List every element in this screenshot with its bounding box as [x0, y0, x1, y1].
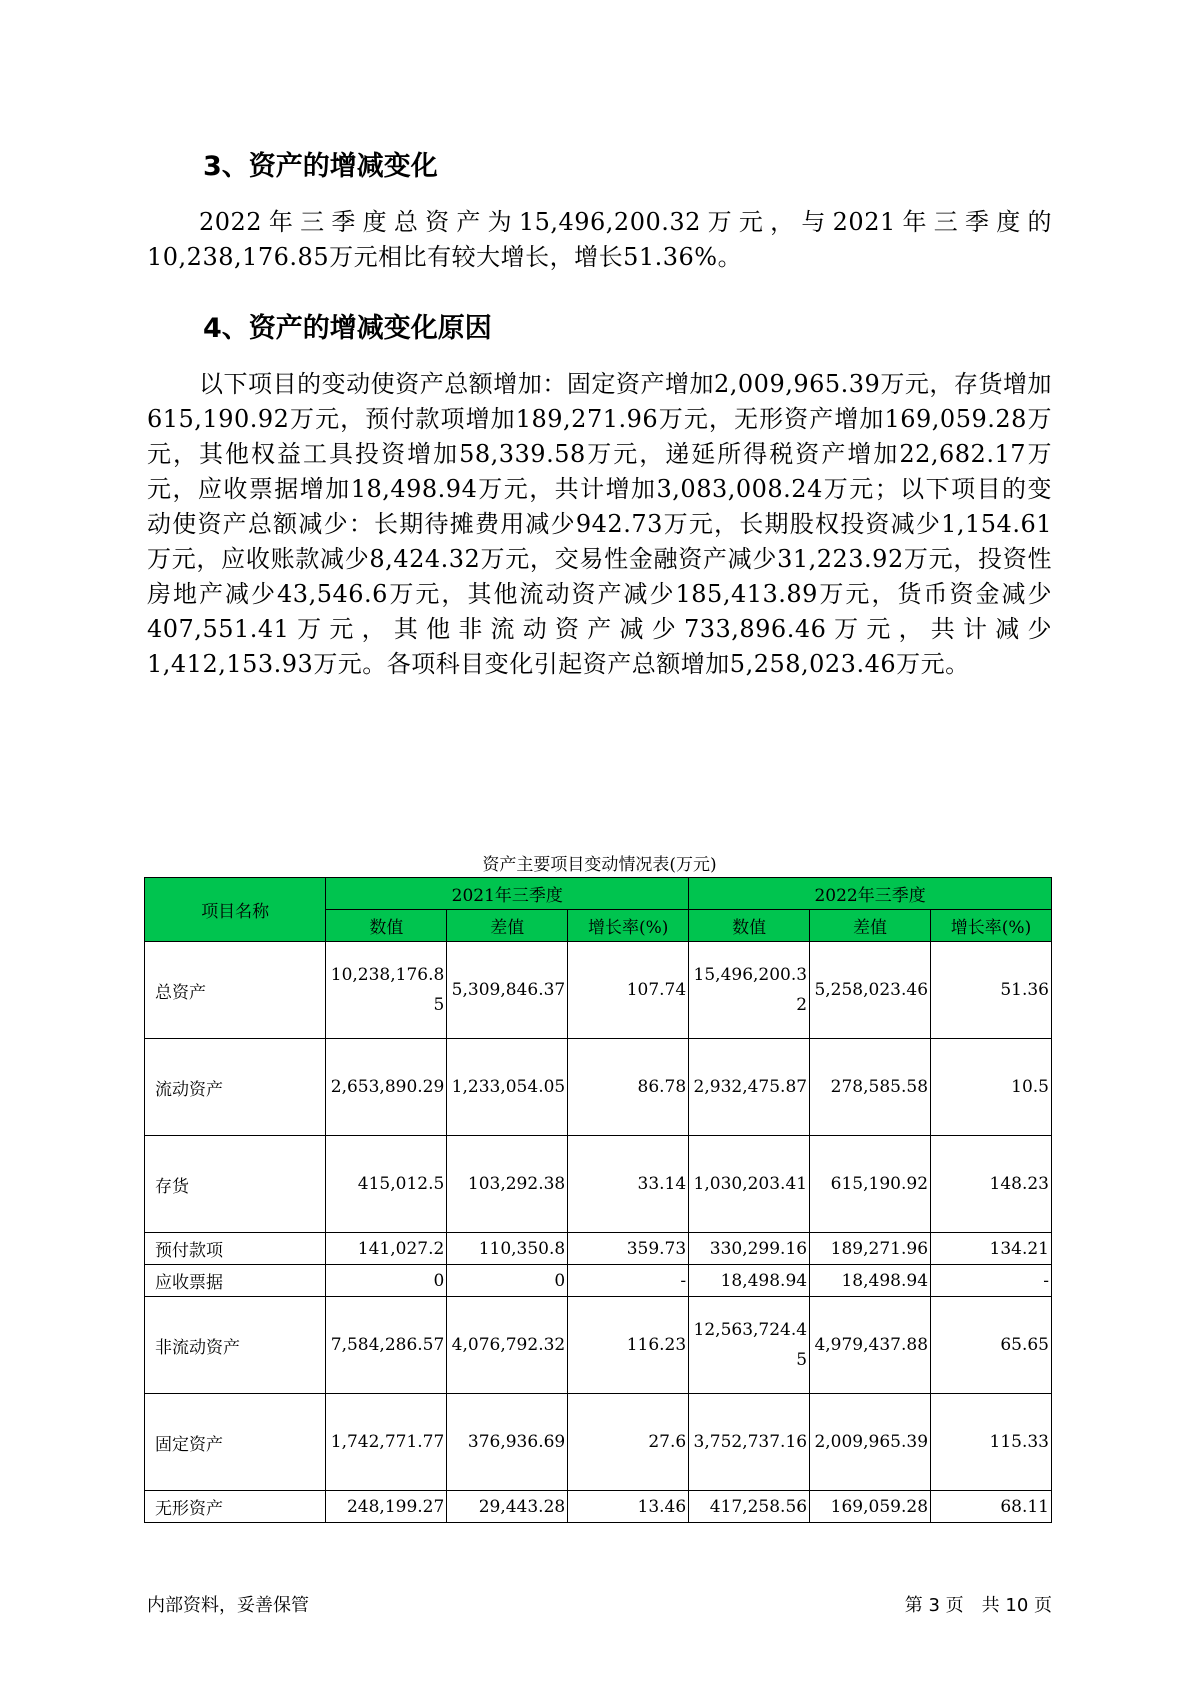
cell-rate-2022: 115.33 [931, 1394, 1052, 1491]
cell-diff-2021: 5,309,846.37 [447, 942, 568, 1039]
row-name: 非流动资产 [145, 1297, 326, 1394]
cell-rate-2022: 134.21 [931, 1233, 1052, 1265]
cell-value-2021: 141,027.2 [326, 1233, 447, 1265]
cell-value-2022: 330,299.16 [689, 1233, 810, 1265]
cell-diff-2022: 2,009,965.39 [810, 1394, 931, 1491]
cell-rate-2021: 27.6 [568, 1394, 689, 1491]
cell-rate-2021: - [568, 1265, 689, 1297]
cell-value-2021: 415,012.5 [326, 1136, 447, 1233]
row-name: 应收票据 [145, 1265, 326, 1297]
cell-rate-2021: 116.23 [568, 1297, 689, 1394]
cell-diff-2022: 4,979,437.88 [810, 1297, 931, 1394]
cell-diff-2021: 110,350.8 [447, 1233, 568, 1265]
cell-rate-2021: 359.73 [568, 1233, 689, 1265]
cell-value-2022: 3,752,737.16 [689, 1394, 810, 1491]
cell-value-2021: 0 [326, 1265, 447, 1297]
cell-rate-2022: - [931, 1265, 1052, 1297]
header-rate: 增长率(%) [931, 910, 1052, 942]
header-item-name: 项目名称 [145, 878, 326, 942]
cell-value-2022: 2,932,475.87 [689, 1039, 810, 1136]
cell-value-2021: 2,653,890.29 [326, 1039, 447, 1136]
section-heading: 4、资产的增减变化原因 [203, 313, 492, 344]
header-period-2022: 2022年三季度 [689, 878, 1052, 910]
cell-diff-2021: 103,292.38 [447, 1136, 568, 1233]
table-row [145, 942, 1052, 1039]
footer-page-number: 第 3 页 共 10 页 [904, 1595, 1052, 1616]
cell-diff-2021: 29,443.28 [447, 1491, 568, 1523]
cell-diff-2022: 169,059.28 [810, 1491, 931, 1523]
header-diff: 差值 [810, 910, 931, 942]
section-paragraph: 以下项目的变动使资产总额增加：固定资产增加2,009,965.39万元，存货增加615,190.92万元，预付款项增加189,271.96万元，无形资产增加169,059.28万元，其他权益工具投资增加58,339.58万元，递延所得税资产增加22,682.17万元，应收票据增加18,498.94万元，共计增加3,083,008.24万元；以下项目的变动使资产总额减少：长期待摊费用减少942.73万元，长期股权投资减少1,154.61万元，应收账款减少8,424.32万元，交易性金融资产减少31,223.92万元，投资性房地产减少43,546.6万元，其他流动资产减少185,413.89万元，货币资金减少407,551.41万元，其他非流动资产减少733,896.46万元，共计减少1,412,153.93万元。各项科目变化引起资产总额增加5,258,023.46万元。 [147, 370, 1052, 678]
cell-value-2021: 248,199.27 [326, 1491, 447, 1523]
cell-diff-2021: 1,233,054.05 [447, 1039, 568, 1136]
footer-confidential-note: 内部资料，妥善保管 [147, 1595, 309, 1616]
cell-value-2022: 417,258.56 [689, 1491, 810, 1523]
cell-value-2022: 15,496,200.32 [689, 942, 810, 1039]
table-row [145, 1394, 1052, 1491]
cell-rate-2021: 33.14 [568, 1136, 689, 1233]
row-name: 固定资产 [145, 1394, 326, 1491]
cell-rate-2022: 51.36 [931, 942, 1052, 1039]
cell-diff-2021: 4,076,792.32 [447, 1297, 568, 1394]
cell-rate-2021: 86.78 [568, 1039, 689, 1136]
cell-diff-2022: 615,190.92 [810, 1136, 931, 1233]
header-rate: 增长率(%) [568, 910, 689, 942]
cell-rate-2022: 65.65 [931, 1297, 1052, 1394]
cell-diff-2022: 278,585.58 [810, 1039, 931, 1136]
header-diff: 差值 [447, 910, 568, 942]
cell-value-2022: 18,498.94 [689, 1265, 810, 1297]
header-period-2021: 2021年三季度 [326, 878, 689, 910]
cell-rate-2021: 13.46 [568, 1491, 689, 1523]
section-heading: 3、资产的增减变化 [203, 151, 438, 182]
cell-diff-2022: 189,271.96 [810, 1233, 931, 1265]
section-paragraph: 2022年三季度总资产为15,496,200.32万元，与2021年三季度的10,238,176.85万元相比有较大增长，增长51.36%。 [147, 208, 1052, 271]
cell-value-2021: 10,238,176.85 [326, 942, 447, 1039]
cell-diff-2021: 0 [447, 1265, 568, 1297]
table-row [145, 1136, 1052, 1233]
row-name: 无形资产 [145, 1491, 326, 1523]
header-value: 数值 [326, 910, 447, 942]
asset-change-table [144, 877, 1052, 1523]
row-name: 流动资产 [145, 1039, 326, 1136]
cell-diff-2021: 376,936.69 [447, 1394, 568, 1491]
table-row [145, 1491, 1052, 1523]
cell-rate-2021: 107.74 [568, 942, 689, 1039]
row-name: 预付款项 [145, 1233, 326, 1265]
table-row [145, 1265, 1052, 1297]
header-value: 数值 [689, 910, 810, 942]
cell-rate-2022: 148.23 [931, 1136, 1052, 1233]
row-name: 存货 [145, 1136, 326, 1233]
cell-diff-2022: 5,258,023.46 [810, 942, 931, 1039]
table-caption: 资产主要项目变动情况表(万元) [482, 855, 717, 875]
table-row [145, 1039, 1052, 1136]
cell-rate-2022: 68.11 [931, 1491, 1052, 1523]
table-row [145, 1297, 1052, 1394]
cell-value-2021: 1,742,771.77 [326, 1394, 447, 1491]
row-name: 总资产 [145, 942, 326, 1039]
cell-value-2022: 1,030,203.41 [689, 1136, 810, 1233]
cell-diff-2022: 18,498.94 [810, 1265, 931, 1297]
cell-value-2022: 12,563,724.45 [689, 1297, 810, 1394]
cell-value-2021: 7,584,286.57 [326, 1297, 447, 1394]
table-row [145, 1233, 1052, 1265]
cell-rate-2022: 10.5 [931, 1039, 1052, 1136]
